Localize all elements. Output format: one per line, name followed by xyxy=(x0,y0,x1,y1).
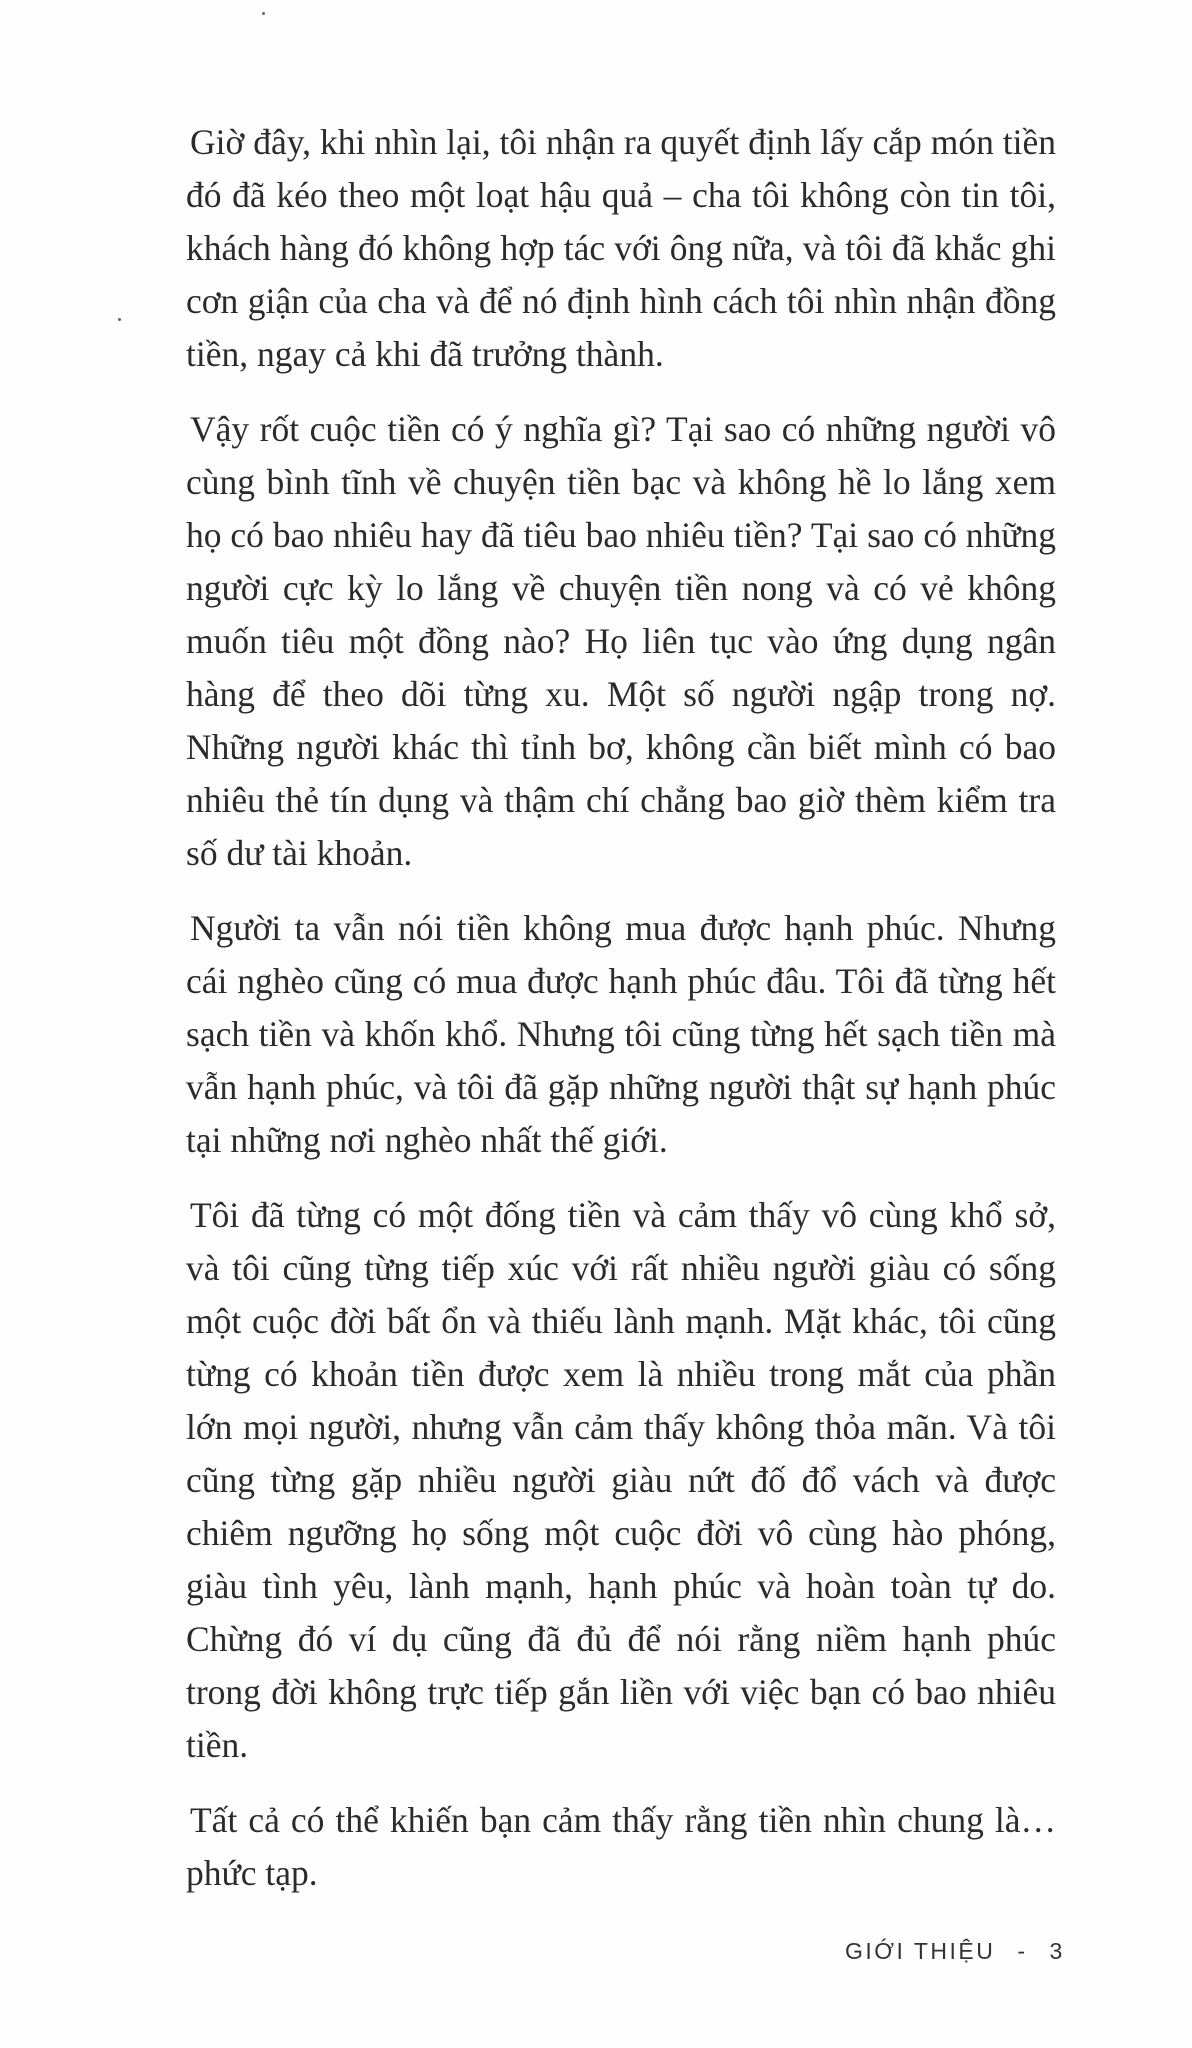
paragraph: Vậy rốt cuộc tiền có ý nghĩa gì? Tại sao có những người vô cùng bình tĩnh về chuyện tiền bạc và không hề lo lắng xem họ có bao nhiêu hay đã tiêu bao nhiêu tiền? Tại sao có những người cực kỳ lo lắng về chuyện tiền nong và có vẻ không muốn tiêu một đồng nào? Họ liên tục vào ứng dụng ngân hàng để theo dõi từng xu. Một số người ngập trong nợ. Những người khác thì tỉnh bơ, không cần biết mình có bao nhiêu thẻ tín dụng và thậm chí chẳng bao giờ thèm kiểm tra số dư tài khoản. xyxy=(186,409,1056,873)
paragraph: Giờ đây, khi nhìn lại, tôi nhận ra quyết định lấy cắp món tiền đó đã kéo theo một loạt hậu quả – cha tôi không còn tin tôi, khách hàng đó không hợp tác với ông nữa, và tôi đã khắc ghi cơn giận của cha và để nó định hình cách tôi nhìn nhận đồng tiền, ngay cả khi đã trưởng thành. xyxy=(186,122,1056,374)
paragraph: Tôi đã từng có một đống tiền và cảm thấy vô cùng khổ sở, và tôi cũng từng tiếp xúc với rất nhiều người giàu có sống một cuộc đời bất ổn và thiếu lành mạnh. Mặt khác, tôi cũng từng có khoản tiền được xem là nhiều trong mắt của phần lớn mọi người, nhưng vẫn cảm thấy không thỏa mãn. Và tôi cũng từng gặp nhiều người giàu nứt đố đổ vách và được chiêm ngưỡng họ sống một cuộc đời vô cùng hào phóng, giàu tình yêu, lành mạnh, hạnh phúc và hoàn toàn tự do. Chừng đó ví dụ cũng đã đủ để nói rằng niềm hạnh phúc trong đời không trực tiếp gắn liền với việc bạn có bao nhiêu tiền. xyxy=(186,1195,1056,1765)
print-speck xyxy=(262,12,265,15)
section-title: GIỚI THIỆU xyxy=(845,1938,996,1964)
body-text xyxy=(186,116,1056,1922)
footer-separator: - xyxy=(1017,1938,1028,1964)
paragraph: Tất cả có thể khiến bạn cảm thấy rằng tiền nhìn chung là… phức tạp. xyxy=(186,1800,1056,1893)
paragraph: Người ta vẫn nói tiền không mua được hạnh phúc. Nhưng cái nghèo cũng có mua được hạnh phúc đâu. Tôi đã từng hết sạch tiền và khốn khổ. Nhưng tôi cũng từng hết sạch tiền mà vẫn hạnh phúc, và tôi đã gặp những người thật sự hạnh phúc tại những nơi nghèo nhất thế giới. xyxy=(186,908,1056,1160)
page-number: 3 xyxy=(1049,1938,1065,1964)
print-speck xyxy=(118,318,121,321)
page-footer xyxy=(845,1938,1065,1965)
